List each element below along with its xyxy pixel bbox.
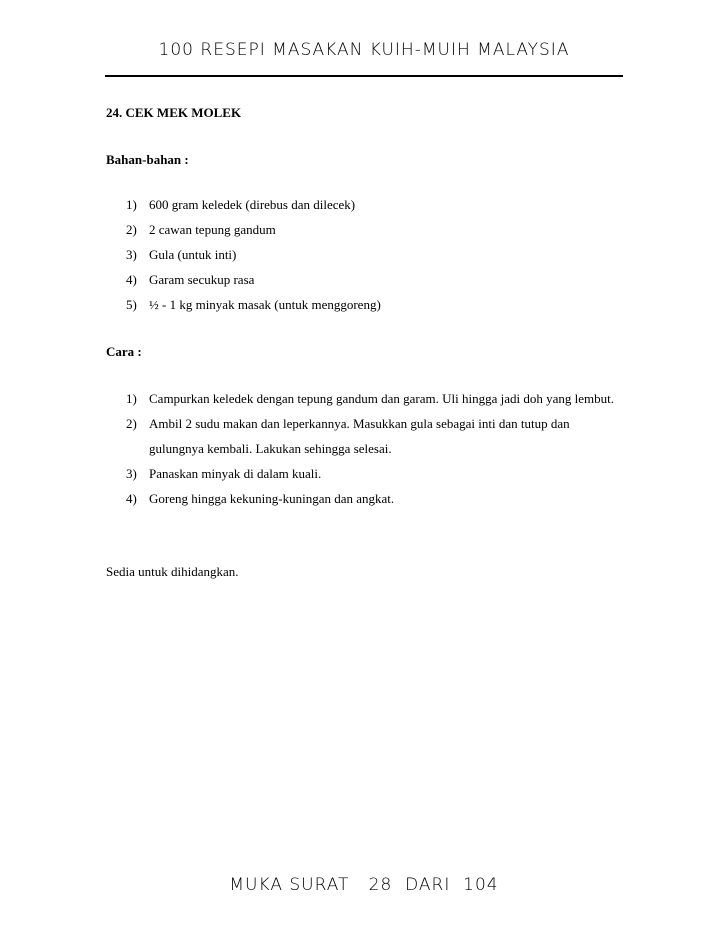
list-item-number: 3) (126, 247, 137, 262)
list-item-number: 4) (126, 491, 137, 506)
list-item-text: Panaskan minyak di dalam kuali. (149, 466, 322, 481)
header-divider (105, 75, 623, 77)
page-footer-number: MUKA SURAT 28 DARI 104 (229, 875, 499, 895)
list-item-number: 1) (126, 197, 137, 212)
page-header-title: 100 RESEPI MASAKAN KUIH-MUIH MALAYSIA (158, 40, 570, 60)
recipe-title: 24. CEK MEK MOLEK (106, 105, 242, 120)
list-item-text: Campurkan keledek dengan tepung gandum dan garam. Uli hingga jadi doh yang lembut. (149, 391, 614, 406)
list-item (126, 411, 626, 461)
list-item-number: 3) (126, 466, 137, 481)
ingredients-heading: Bahan-bahan : (106, 152, 189, 167)
list-item-number: 2) (126, 416, 137, 431)
list-item-text: 600 gram keledek (direbus dan dilecek) (149, 197, 356, 212)
list-item (126, 461, 626, 486)
list-item (126, 386, 626, 411)
list-item (126, 486, 626, 511)
list-item (126, 242, 626, 267)
list-item-number: 4) (126, 272, 137, 287)
list-item-text: 2 cawan tepung gandum (149, 222, 276, 237)
list-item-number: 5) (126, 297, 137, 312)
list-item (126, 192, 626, 217)
list-item-text: ½ - 1 kg minyak masak (untuk menggoreng) (149, 297, 381, 312)
list-item-number: 2) (126, 222, 137, 237)
list-item (126, 267, 626, 292)
list-item (126, 292, 626, 317)
list-item-text: Ambil 2 sudu makan dan leperkannya. Masukkan gula sebagai inti dan tutup dan gulungnya kembali. Lakukan sehingga selesai. (149, 416, 570, 456)
list-item (126, 217, 626, 242)
closing-note: Sedia untuk dihidangkan. (106, 564, 239, 579)
method-heading: Cara : (106, 344, 142, 359)
list-item-text: Goreng hingga kekuning-kuningan dan angkat. (149, 491, 395, 506)
list-item-text: Garam secukup rasa (149, 272, 255, 287)
list-item-text: Gula (untuk inti) (149, 247, 237, 262)
ingredients-list (126, 192, 626, 317)
method-steps-list (126, 386, 626, 511)
list-item-number: 1) (126, 391, 137, 406)
